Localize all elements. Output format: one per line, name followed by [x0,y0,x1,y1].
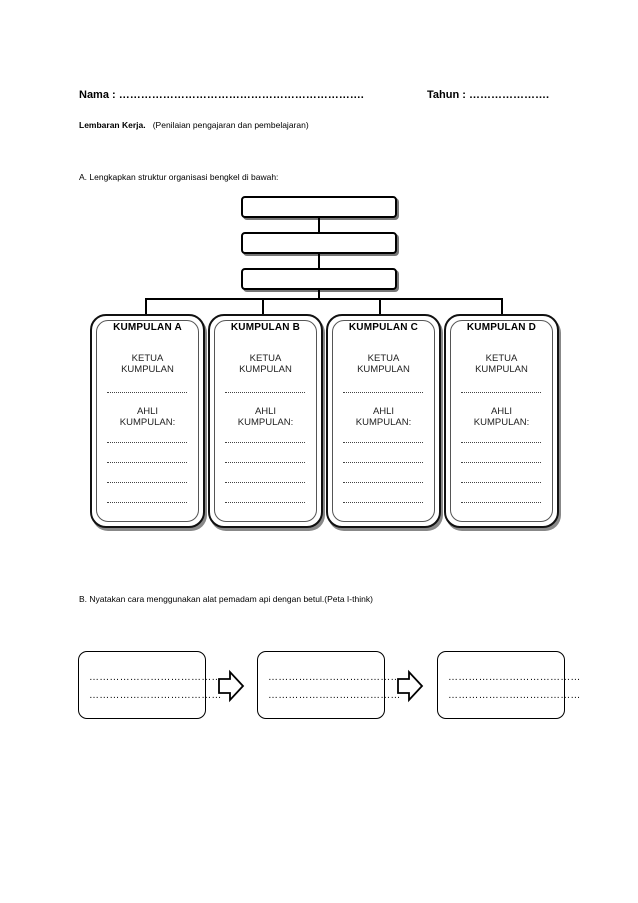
member-answer-line[interactable] [225,462,305,464]
org-top-box-1[interactable] [241,196,397,218]
answer-line: ………………………………… [448,672,581,683]
members-label: KUMPULAN: [473,417,530,428]
answer-line: ………………………………… [89,672,222,683]
member-answer-line[interactable] [225,442,305,444]
member-answer-line[interactable] [225,502,305,504]
member-answer-line[interactable] [107,442,187,444]
connector-line [145,298,147,314]
member-answer-line[interactable] [461,442,541,444]
flow-step-box-3[interactable] [437,651,581,719]
section-b-instruction: B. Nyatakan cara menggunakan alat pemadam api dengan betul.(Peta I-think) [79,594,373,604]
member-answer-line[interactable] [343,442,423,444]
leader-label: KETUA [131,353,164,364]
right-arrow-icon [397,670,423,702]
answer-line: ………………………………… [268,690,401,701]
connector-line [145,298,503,300]
leader-answer-line[interactable] [343,392,423,394]
member-answer-line[interactable] [343,462,423,464]
connector-line [262,298,264,314]
group-title: KUMPULAN D [466,322,537,333]
year-field-label: Tahun : …………………. [427,89,550,101]
connector-line [379,298,381,314]
section-a-instruction: A. Lengkapkan struktur organisasi bengkel di bawah: [79,172,279,182]
group-card-c [326,314,441,528]
group-title: KUMPULAN C [348,322,419,333]
member-answer-line[interactable] [461,462,541,464]
members-label: AHLI [372,406,395,417]
members-label: KUMPULAN: [237,417,294,428]
member-answer-line[interactable] [343,502,423,504]
answer-line: ………………………………… [268,672,401,683]
leader-answer-line[interactable] [225,392,305,394]
leader-label: KETUA [485,353,518,364]
leader-label: KETUA [249,353,282,364]
leader-label: KETUA [367,353,400,364]
answer-line: ………………………………… [448,690,581,701]
member-answer-line[interactable] [343,482,423,484]
members-label: AHLI [136,406,159,417]
group-title: KUMPULAN B [230,322,301,333]
connector-line [318,254,320,268]
members-label: KUMPULAN: [119,417,176,428]
answer-line: ………………………………… [89,690,222,701]
right-arrow-icon [218,670,244,702]
member-answer-line[interactable] [225,482,305,484]
worksheet-heading [79,120,309,130]
connector-line [501,298,503,314]
member-answer-line[interactable] [461,502,541,504]
worksheet-subtitle: (Penilaian pengajaran dan pembelajaran) [152,120,309,130]
group-title: KUMPULAN A [113,322,182,333]
org-top-box-2[interactable] [241,232,397,254]
group-card-a [90,314,205,528]
worksheet-title: Lembaran Kerja. [79,120,146,130]
member-answer-line[interactable] [107,502,187,504]
leader-label: KUMPULAN [121,364,174,375]
member-answer-line[interactable] [107,482,187,484]
connector-line [318,218,320,232]
members-label: KUMPULAN: [355,417,412,428]
flow-step-box-1[interactable] [78,651,222,719]
member-answer-line[interactable] [461,482,541,484]
group-card-d [444,314,559,528]
members-label: AHLI [254,406,277,417]
leader-answer-line[interactable] [461,392,541,394]
org-top-box-3[interactable] [241,268,397,290]
flow-step-box-2[interactable] [257,651,401,719]
leader-label: KUMPULAN [239,364,292,375]
leader-label: KUMPULAN [357,364,410,375]
member-answer-line[interactable] [107,462,187,464]
group-card-b [208,314,323,528]
members-label: AHLI [490,406,513,417]
leader-answer-line[interactable] [107,392,187,394]
name-field-label: Nama : …………………………………………………………. [79,89,364,101]
leader-label: KUMPULAN [475,364,528,375]
